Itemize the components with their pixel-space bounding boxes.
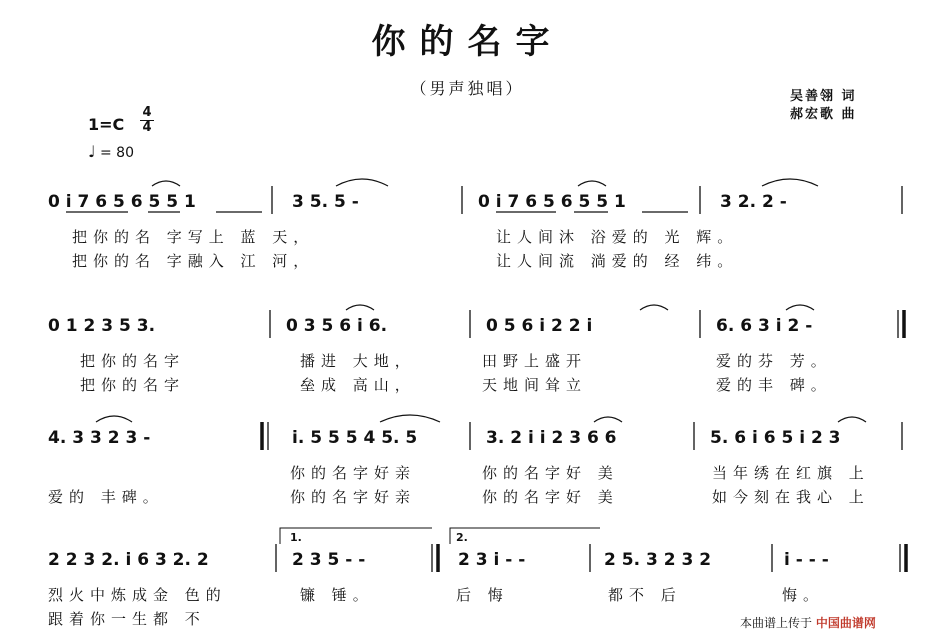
s3-lyric2-a: 爱的 丰碑。	[48, 488, 164, 506]
s2-lyric1-b: 播进 大地，	[300, 352, 416, 370]
s4-lyric1-a: 烈火中炼成金 色的	[48, 586, 227, 604]
slur	[336, 179, 388, 186]
s1-lyric2-b: 让人间流 淌爱的 经 纬。	[496, 252, 739, 270]
s3-lyric1-d: 当年绣在红旗 上	[712, 464, 870, 482]
s4-lyric2-a: 跟着你一生都 不	[48, 610, 206, 628]
lyricist-credit: 吴善翎 词	[790, 89, 857, 104]
s4-m1: 2 2 3 2. i 6 3 2. 2	[48, 550, 209, 570]
slur	[578, 181, 606, 186]
slur	[152, 181, 180, 186]
s3-m3: 3. 2 i i 2 3 6 6	[486, 428, 617, 448]
slur	[838, 417, 866, 422]
s4-lyric1-b: 镰 锤。	[300, 586, 374, 604]
song-subtitle: （男声独唱）	[410, 79, 525, 98]
s4-m4: 2 5. 3 2 3 2	[604, 550, 712, 570]
s1-m4: 3 2. 2 -	[720, 192, 787, 212]
footer-text: 本曲谱上传于	[740, 616, 813, 630]
s2-lyric1-a: 把你的名字	[80, 352, 186, 370]
s4-lyric1-e: 悔。	[782, 586, 825, 604]
volta-2: 2.	[456, 531, 468, 544]
s2-m4: 6. 6 3 i 2 -	[716, 316, 813, 336]
s2-m3: 0 5 6 i 2 2 i	[486, 316, 593, 336]
song-title: 你的名字	[371, 22, 564, 62]
s2-m1: 0 1 2 3 5 3.	[48, 316, 156, 336]
slur	[96, 416, 132, 422]
s1-m2: 3 5. 5 -	[292, 192, 359, 212]
s2-lyric2-d: 爱的丰 碑。	[716, 376, 832, 394]
tempo-value: = 80	[100, 145, 134, 161]
s2-lyric1-c: 田野上盛开	[482, 352, 588, 370]
quarter-note-icon: ♩	[88, 142, 96, 161]
s2-m2: 0 3 5 6 i 6.	[286, 316, 388, 336]
s1-m3: 0 i 7 6 5 6 5 5 1	[478, 192, 626, 212]
s4-m5: i - - -	[784, 550, 829, 570]
s3-lyric2-d: 如今刻在我心 上	[712, 488, 870, 506]
slur	[594, 417, 622, 422]
s4-lyric1-d: 都不 后	[608, 586, 682, 604]
time-sig-bottom: 4	[142, 120, 152, 135]
slur	[762, 179, 818, 186]
volta-bracket-2	[450, 528, 600, 544]
s2-lyric2-a: 把你的名字	[80, 376, 186, 394]
s3-m1: 4. 3 3 2 3 -	[48, 428, 151, 448]
site-logo[interactable]: 中国曲谱网	[815, 616, 876, 630]
s2-lyric2-c: 天地间耸立	[482, 376, 588, 394]
s4-m2: 2 3 5 - -	[292, 550, 366, 570]
s4-lyric1-c: 后 悔	[456, 586, 509, 604]
s1-lyric1-a: 把你的名 字写上 蓝 天，	[72, 228, 315, 246]
key-signature: 1=C	[88, 115, 125, 134]
s3-lyric2-c: 你的名字好 美	[482, 488, 619, 506]
slur	[380, 415, 440, 422]
s1-lyric1-b: 让人间沐 浴爱的 光 辉。	[496, 228, 739, 246]
s1-m1: 0 i 7 6 5 6 5 5 1	[48, 192, 196, 212]
composer-credit: 郝宏歌 曲	[790, 107, 857, 122]
volta-bracket-1	[280, 528, 432, 544]
s3-m2: i. 5 5 5 4 5. 5	[292, 428, 418, 448]
slur	[786, 305, 814, 310]
s2-lyric2-b: 垒成 高山，	[300, 376, 416, 394]
s3-lyric2-b: 你的名字好亲	[290, 488, 417, 506]
s3-lyric1-c: 你的名字好 美	[482, 464, 619, 482]
volta-1: 1.	[290, 531, 302, 544]
slur	[346, 305, 374, 310]
slur	[640, 305, 668, 310]
s3-m4: 5. 6 i 6 5 i 2 3	[710, 428, 841, 448]
s3-lyric1-b: 你的名字好亲	[290, 464, 417, 482]
s4-m3: 2 3 i - -	[458, 550, 526, 570]
time-sig-top: 4	[142, 105, 152, 120]
s1-lyric2-a: 把你的名 字融入 江 河，	[72, 252, 315, 270]
s2-lyric1-d: 爱的芬 芳。	[716, 352, 832, 370]
